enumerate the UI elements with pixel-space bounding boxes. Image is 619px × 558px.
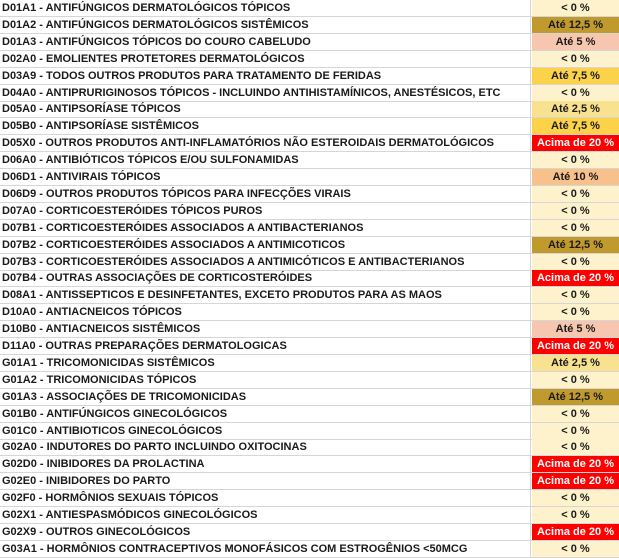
category-description-cell: D05B0 - ANTIPSORÍASE SISTÊMICOS bbox=[0, 118, 531, 134]
variation-value-cell: < 0 % bbox=[532, 254, 619, 270]
variation-value-cell: Até 7,5 % bbox=[532, 118, 619, 134]
category-description-cell: D07B1 - CORTICOESTERÓIDES ASSOCIADOS A ANTIBACTERIANOS bbox=[0, 220, 531, 236]
variation-value-cell: Acima de 20 % bbox=[532, 473, 619, 489]
variation-value-cell: < 0 % bbox=[532, 304, 619, 320]
category-description-cell: D03A9 - TODOS OUTROS PRODUTOS PARA TRATAMENTO DE FERIDAS bbox=[0, 68, 531, 84]
variation-value-cell: < 0 % bbox=[532, 507, 619, 523]
table-row[interactable] bbox=[0, 118, 619, 135]
table-row[interactable] bbox=[0, 490, 619, 507]
table-row[interactable] bbox=[0, 473, 619, 490]
table-row[interactable] bbox=[0, 85, 619, 102]
variation-value-cell: Até 2,5 % bbox=[532, 355, 619, 371]
variation-value-cell: Acima de 20 % bbox=[532, 456, 619, 472]
category-description-cell: D07B2 - CORTICOESTERÓIDES ASSOCIADOS A ANTIMICOTICOS bbox=[0, 237, 531, 253]
table-row[interactable] bbox=[0, 338, 619, 355]
variation-value-cell: < 0 % bbox=[532, 287, 619, 303]
table-row[interactable] bbox=[0, 237, 619, 254]
variation-value-cell: Acima de 20 % bbox=[532, 524, 619, 540]
category-description-cell: D05A0 - ANTIPSORÍASE TÓPICOS bbox=[0, 101, 531, 117]
category-description-cell: G01B0 - ANTIFÚNGICOS GINECOLÓGICOS bbox=[0, 406, 531, 422]
table-row[interactable] bbox=[0, 152, 619, 169]
table-row[interactable] bbox=[0, 372, 619, 389]
category-description-cell: G01A3 - ASSOCIAÇÕES DE TRICOMONICIDAS bbox=[0, 389, 531, 405]
table-row[interactable] bbox=[0, 169, 619, 186]
category-description-cell: D10A0 - ANTIACNEICOS TÓPICOS bbox=[0, 304, 531, 320]
table-row[interactable] bbox=[0, 321, 619, 338]
category-description-cell: D01A1 - ANTIFÚNGICOS DERMATOLÓGICOS TÓPICOS bbox=[0, 0, 531, 16]
table-row[interactable] bbox=[0, 34, 619, 51]
table-row[interactable] bbox=[0, 203, 619, 220]
category-description-cell: D07A0 - CORTICOESTERÓIDES TÓPICOS PUROS bbox=[0, 203, 531, 219]
variation-value-cell: Acima de 20 % bbox=[532, 338, 619, 354]
variation-value-cell: < 0 % bbox=[532, 85, 619, 101]
variation-value-cell: < 0 % bbox=[532, 186, 619, 202]
variation-value-cell: < 0 % bbox=[532, 203, 619, 219]
table-row[interactable] bbox=[0, 304, 619, 321]
category-description-cell: G02A0 - INDUTORES DO PARTO INCLUINDO OXITOCINAS bbox=[0, 439, 531, 455]
category-description-cell: D02A0 - EMOLIENTES PROTETORES DERMATOLÓGICOS bbox=[0, 51, 531, 67]
table-row[interactable] bbox=[0, 389, 619, 406]
variation-value-cell: Até 5 % bbox=[532, 321, 619, 337]
category-description-cell: D01A2 - ANTIFÚNGICOS DERMATOLÓGICOS SISTÊMICOS bbox=[0, 17, 531, 33]
variation-value-cell: Até 12,5 % bbox=[532, 389, 619, 405]
category-description-cell: G03A1 - HORMÔNIOS CONTRACEPTIVOS MONOFÁSICOS COM ESTROGÊNIOS <50MCG bbox=[0, 541, 531, 557]
category-description-cell: D05X0 - OUTROS PRODUTOS ANTI-INFLAMATÓRIOS NÃO ESTEROIDAIS DERMATOLÓGICOS bbox=[0, 135, 531, 151]
table-row[interactable] bbox=[0, 51, 619, 68]
category-description-cell: G02D0 - INIBIDORES DA PROLACTINA bbox=[0, 456, 531, 472]
table-row[interactable] bbox=[0, 456, 619, 473]
variation-value-cell: < 0 % bbox=[532, 0, 619, 16]
variation-value-cell: < 0 % bbox=[532, 406, 619, 422]
table-row[interactable] bbox=[0, 423, 619, 440]
table-row[interactable] bbox=[0, 406, 619, 423]
category-description-cell: D06D1 - ANTIVIRAIS TÓPICOS bbox=[0, 169, 531, 185]
variation-value-cell: < 0 % bbox=[532, 220, 619, 236]
table-row[interactable] bbox=[0, 186, 619, 203]
variation-value-cell: < 0 % bbox=[532, 51, 619, 67]
category-description-cell: G02X9 - OUTROS GINECOLÓGICOS bbox=[0, 524, 531, 540]
variation-value-cell: Até 10 % bbox=[532, 169, 619, 185]
variation-value-cell: Acima de 20 % bbox=[532, 135, 619, 151]
variation-value-cell: < 0 % bbox=[532, 152, 619, 168]
table-row[interactable] bbox=[0, 254, 619, 271]
variation-value-cell: Até 7,5 % bbox=[532, 68, 619, 84]
category-description-cell: D01A3 - ANTIFÚNGICOS TÓPICOS DO COURO CABELUDO bbox=[0, 34, 531, 50]
table-row[interactable] bbox=[0, 287, 619, 304]
category-description-cell: G01A2 - TRICOMONICIDAS TÓPICOS bbox=[0, 372, 531, 388]
category-description-cell: D06D9 - OUTROS PRODUTOS TÓPICOS PARA INFECÇÕES VIRAIS bbox=[0, 186, 531, 202]
table-row[interactable] bbox=[0, 507, 619, 524]
category-description-cell: G01C0 - ANTIBIOTICOS GINECOLÓGICOS bbox=[0, 423, 531, 439]
variation-value-cell: Até 5 % bbox=[532, 34, 619, 50]
category-description-cell: D08A1 - ANTISSEPTICOS E DESINFETANTES, EXCETO PRODUTOS PARA AS MAOS bbox=[0, 287, 531, 303]
category-description-cell: G02E0 - INIBIDORES DO PARTO bbox=[0, 473, 531, 489]
category-description-cell: G02F0 - HORMÔNIOS SEXUAIS TÓPICOS bbox=[0, 490, 531, 506]
variation-value-cell: < 0 % bbox=[532, 439, 619, 455]
table-row[interactable] bbox=[0, 135, 619, 152]
variation-value-cell: Até 2,5 % bbox=[532, 101, 619, 117]
table-row[interactable] bbox=[0, 270, 619, 287]
table-row[interactable] bbox=[0, 541, 619, 558]
table-row[interactable] bbox=[0, 0, 619, 17]
category-description-cell: D06A0 - ANTIBIÓTICOS TÓPICOS E/OU SULFONAMIDAS bbox=[0, 152, 531, 168]
category-description-cell: D11A0 - OUTRAS PREPARAÇÕES DERMATOLOGICAS bbox=[0, 338, 531, 354]
table-row[interactable] bbox=[0, 355, 619, 372]
table-row[interactable] bbox=[0, 439, 619, 456]
table-row[interactable] bbox=[0, 17, 619, 34]
variation-value-cell: Até 12,5 % bbox=[532, 237, 619, 253]
table-row[interactable] bbox=[0, 220, 619, 237]
variation-value-cell: < 0 % bbox=[532, 541, 619, 557]
category-description-cell: G02X1 - ANTIESPASMÓDICOS GINECOLÓGICOS bbox=[0, 507, 531, 523]
category-description-cell: D07B4 - OUTRAS ASSOCIAÇÕES DE CORTICOSTERÓIDES bbox=[0, 270, 531, 286]
variation-value-cell: < 0 % bbox=[532, 372, 619, 388]
variation-value-cell: Até 12,5 % bbox=[532, 17, 619, 33]
table-row[interactable] bbox=[0, 524, 619, 541]
variation-value-cell: < 0 % bbox=[532, 423, 619, 439]
category-description-cell: D10B0 - ANTIACNEICOS SISTÊMICOS bbox=[0, 321, 531, 337]
variation-value-cell: Acima de 20 % bbox=[532, 270, 619, 286]
table-row[interactable] bbox=[0, 101, 619, 118]
table-row[interactable] bbox=[0, 68, 619, 85]
category-description-cell: D04A0 - ANTIPRURIGINOSOS TÓPICOS - INCLUINDO ANTIHISTAMÍNICOS, ANESTÉSICOS, ETC bbox=[0, 85, 531, 101]
variation-value-cell: < 0 % bbox=[532, 490, 619, 506]
category-description-cell: G01A1 - TRICOMONICIDAS SISTÊMICOS bbox=[0, 355, 531, 371]
category-description-cell: D07B3 - CORTICOESTERÓIDES ASSOCIADOS A ANTIMICÓTICOS E ANTIBACTERIANOS bbox=[0, 254, 531, 270]
